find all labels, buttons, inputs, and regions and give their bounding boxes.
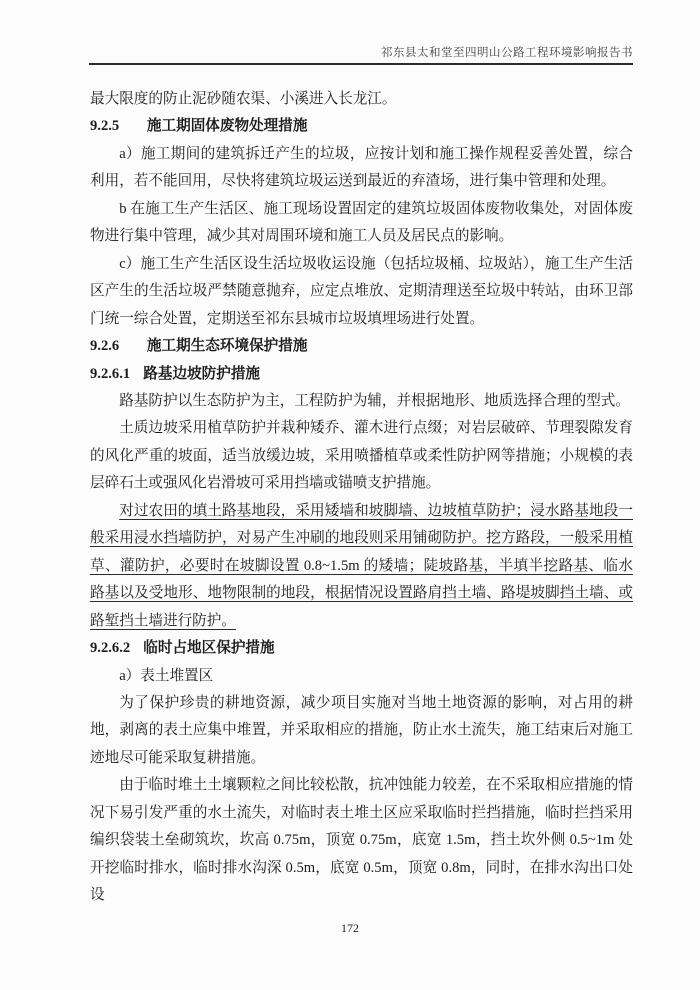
section-heading-9-2-6-2 — [90, 635, 633, 662]
paragraph-domestic-garbage: c）施工生产生活区设生活垃圾收运设施（包括垃圾桶、垃圾站），施工生产生活区产生的生活垃圾严禁随意抛弃，应定点堆放、定期清理送至垃圾中转站，由环卫部门统一综合处置，定期送至祁东县城市垃圾填埋场进行处置。 — [90, 255, 633, 327]
paragraph-soil-slope-measures: 土质边坡采用植草防护并栽种矮乔、灌木进行点缀；对岩层破碎、节理裂隙发育的风化严重的坡面，适当放缓边坡，采用喷播植草或柔性防护网等措施；小规模的表层碎石土或强风化岩滑坡可采用挡墙或锚喷支护措施。 — [90, 420, 633, 492]
paragraph-solid-waste-collection: b 在施工生产生活区、施工现场设置固定的建筑垃圾固体废物收集处，对固体废物进行集中管理，减少其对周围环境和施工人员及居民点的影响。 — [90, 200, 633, 245]
section-number: 9.2.6 — [90, 338, 120, 355]
section-heading-9-2-6 — [90, 333, 633, 360]
section-number: 9.2.6.2 — [90, 640, 131, 657]
section-number: 9.2.6.1 — [90, 365, 131, 382]
paragraph-topsoil-area-label: a）表土堆置区 — [119, 667, 214, 684]
running-header: 祁东县太和堂至四明山公路工程环境影响报告书 — [381, 47, 633, 59]
section-title: 路基边坡防护措施 — [143, 365, 261, 382]
section-heading-9-2-5 — [90, 113, 633, 140]
document-content — [90, 86, 633, 910]
header-rule — [89, 63, 633, 65]
paragraph-roadbed-protection-underlined: 对过农田的填土路基地段，采用矮墙和坡脚墙、边坡植草防护；浸水路基地段一般采用浸水挡墙防护，对易产生冲刷的地段则采用铺砌防护。挖方路段，一般采用植草、灌防护，必要时在坡脚设置 0.8~1.5m 的矮墙；陡坡路基，半填半挖路基、临水路基以及受地形、地物限制的地段，根据情况设置路肩挡土墙、路堤坡脚挡土墙、或路堑挡土墙进行防护。 — [90, 502, 633, 629]
page-number: 172 — [341, 921, 359, 935]
paragraph-continuation: 最大限度的防止泥砂随农渠、小溪进入长龙江。 — [90, 91, 397, 107]
paragraph-demolition-waste: a）施工期间的建筑拆迁产生的垃圾，应按计划和施工操作规程妥善处置，综合利用，若不能回用，尽快将建筑垃圾运送到最近的弃渣场，进行集中管理和处理。 — [90, 145, 633, 190]
section-title: 临时占地区保护措施 — [143, 640, 275, 657]
section-number: 9.2.5 — [90, 118, 120, 135]
paragraph-slope-protection-principle: 路基防护以生态防护为主，工程防护为辅，并根据地形、地质选择合理的型式。 — [119, 392, 630, 409]
paragraph-topsoil-protection: 为了保护珍贵的耕地资源，减少项目实施对当地土地资源的影响，对占用的耕地，剥离的表土应集中堆置，并采取相应的措施，防止水土流失，施工结束后对施工迹地尽可能采取复耕措施。 — [90, 694, 633, 766]
section-title: 施工期生态环境保护措施 — [146, 338, 308, 355]
section-title: 施工期固体废物处理措施 — [146, 118, 308, 135]
paragraph-temporary-soil-retention: 由于临时堆土土壤颗粒之间比较松散，抗冲蚀能力较差，在不采取相应措施的情况下易引发严重的水土流失，对临时表土堆土区应采取临时拦挡措施，临时拦挡采用编织袋装土垒砌筑坎，坎高 0.75m，顶宽 0.75m，底宽 1.5m，挡土坎外侧 0.5~1m 处开挖临时排水，临时排水沟深 0.5m，底宽 0.5m，顶宽 0.8m，同时，在排水沟出口处设 — [90, 777, 633, 904]
section-heading-9-2-6-1 — [90, 361, 633, 388]
